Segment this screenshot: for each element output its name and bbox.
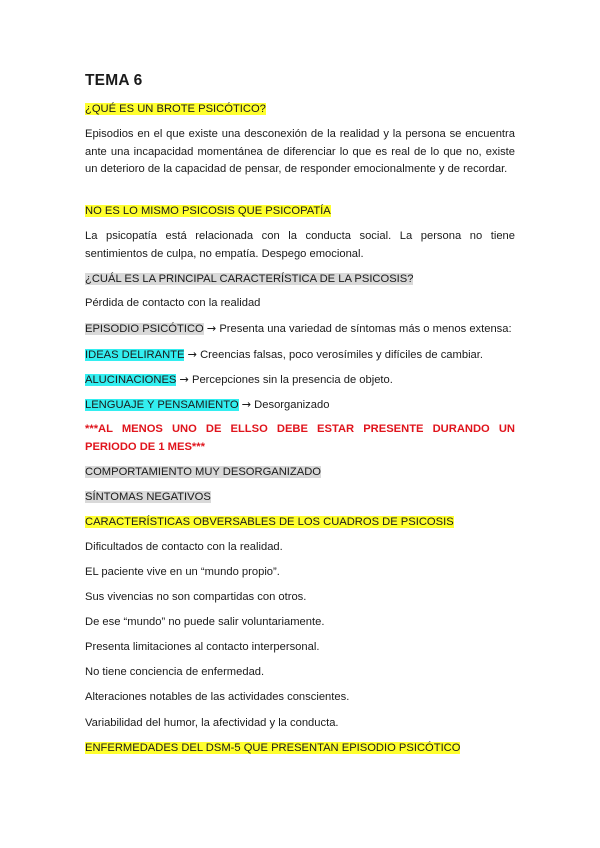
list-item: De ese “mundo” no puede salir voluntariamente.	[85, 616, 325, 628]
label-negativos: SÍNTOMAS NEGATIVOS	[85, 491, 211, 503]
heading-psicopatia	[85, 203, 515, 221]
warning-text: ***AL MENOS UNO DE ELLSO DEBE ESTAR PRESENTE DURANDO UN PERIODO DE 1 MES***	[85, 423, 515, 453]
text-alucinaciones: Percepciones sin la presencia de objeto.	[188, 374, 393, 386]
text-episodio: Presenta una variedad de síntomas más o menos extensa:	[216, 323, 512, 335]
list-item: Presenta limitaciones al contacto interpersonal.	[85, 641, 320, 653]
line-comportamiento	[85, 464, 515, 482]
page-title: TEMA 6	[85, 72, 143, 89]
arrow-icon: →	[206, 322, 217, 335]
heading-cuadros	[85, 514, 515, 532]
label-episodio: EPISODIO PSICÓTICO	[85, 323, 204, 335]
text-lenguaje: Desorganizado	[251, 399, 330, 411]
list-item: Sus vivencias no son compartidas con otros.	[85, 591, 307, 603]
heading-dsm5-text: ENFERMEDADES DEL DSM-5 QUE PRESENTAN EPISODIO PSICÓTICO	[85, 742, 461, 754]
heading-brote	[85, 101, 515, 119]
label-comportamiento: COMPORTAMIENTO MUY DESORGANIZADO	[85, 466, 321, 478]
arrow-icon: →	[179, 373, 189, 386]
heading-dsm5	[85, 740, 515, 758]
line-lenguaje	[85, 396, 515, 415]
list-item: Variabilidad del humor, la afectividad y la conducta.	[85, 717, 339, 729]
heading-caracteristica	[85, 271, 515, 289]
arrow-icon: →	[187, 348, 197, 361]
text-ideas: Creencias falsas, poco verosímiles y difíciles de cambiar.	[196, 349, 483, 361]
question-caracteristica: ¿CUÁL ES LA PRINCIPAL CARACTERÍSTICA DE LA PSICOSIS?	[85, 273, 414, 285]
line-episodio	[85, 320, 525, 339]
line-alucinaciones	[85, 371, 515, 390]
line-negativos	[85, 489, 515, 507]
list-item: No tiene conciencia de enfermedad.	[85, 666, 265, 678]
label-lenguaje: LENGUAJE Y PENSAMIENTO	[85, 399, 239, 411]
label-ideas: IDEAS DELIRANTE	[85, 349, 185, 361]
paragraph-psicopatia: La psicopatía está relacionada con la conducta social. La persona no tiene sentimientos de culpa, no empatía. Despego emocional.	[85, 230, 515, 260]
answer-caracteristica: Pérdida de contacto con la realidad	[85, 297, 261, 309]
paragraph-brote: Episodios en el que existe una desconexión de la realidad y la persona se encuentra ante una incapacidad momentánea de diferenciar lo que es real de lo que no, existe un deterioro de la capacidad de pensar, de responder emocionalmente y de recordar.	[85, 128, 515, 175]
list-item: Dificultados de contacto con la realidad.	[85, 541, 283, 553]
arrow-icon: →	[241, 398, 252, 411]
line-ideas	[85, 346, 515, 365]
label-alucinaciones: ALUCINACIONES	[85, 374, 177, 386]
heading-cuadros-text: CARACTERÍSTICAS OBVERSABLES DE LOS CUADROS DE PSICOSIS	[85, 516, 454, 528]
heading-psicopatia-text: NO ES LO MISMO PSICOSIS QUE PSICOPATÍA	[85, 205, 331, 217]
question-brote: ¿QUÉ ES UN BROTE PSICÓTICO?	[85, 103, 266, 115]
list-item: EL paciente vive en un “mundo propio”.	[85, 566, 280, 578]
list-item: Alteraciones notables de las actividades conscientes.	[85, 691, 350, 703]
